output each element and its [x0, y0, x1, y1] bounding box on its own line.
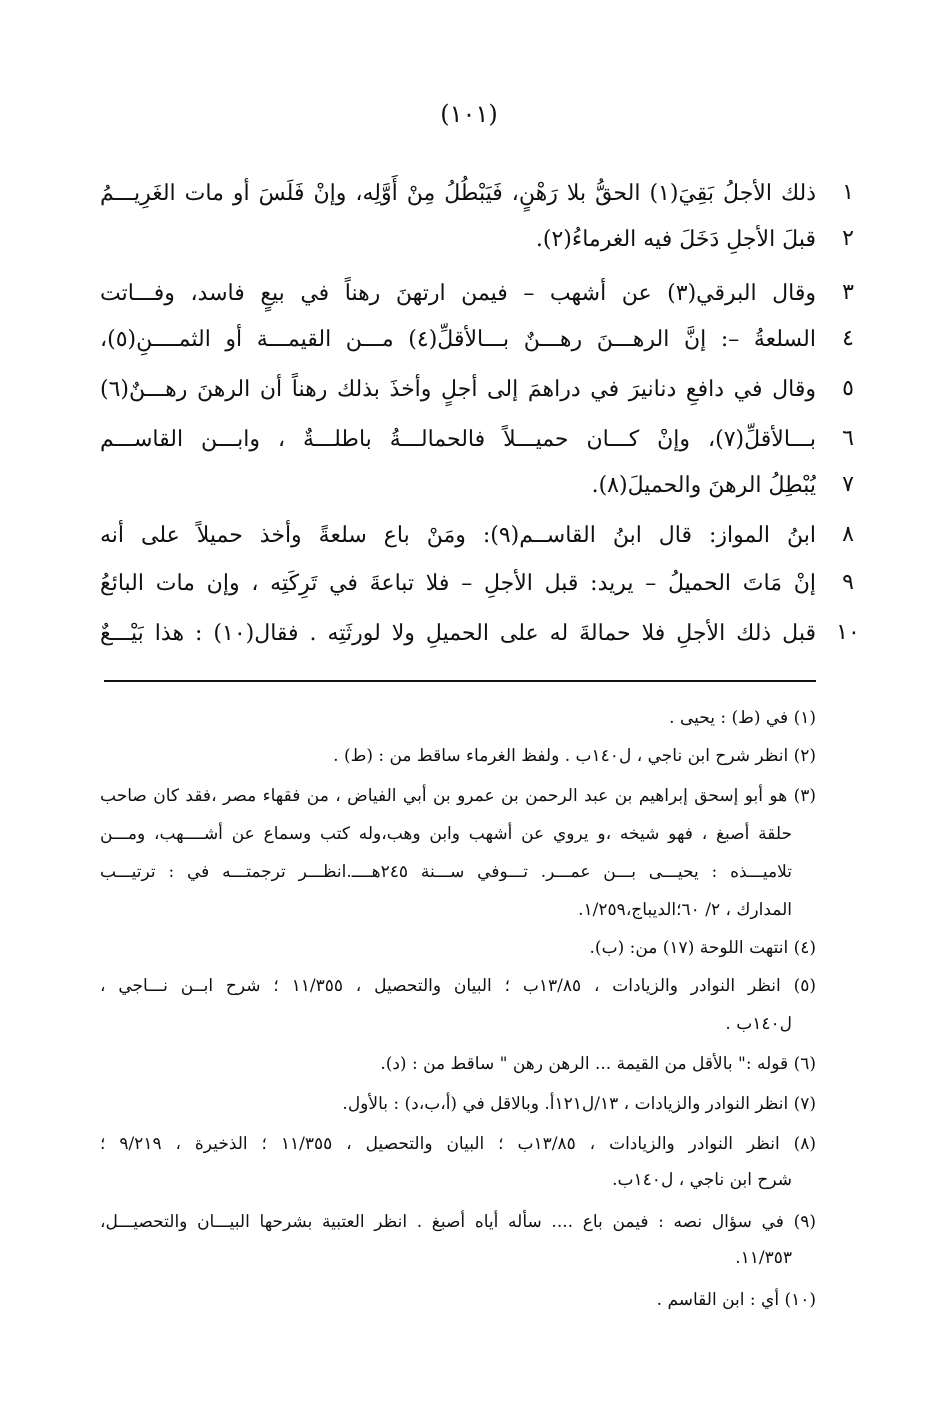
line-text: بـــالأقلِّ(٧)، وإنْ كـــان حميـــلاً فالحمالـــةُ باطلـــةٌ ، وابـــن القاســـم: [100, 427, 816, 452]
footnote: (١) في (ط) : يحيى .: [669, 708, 816, 728]
line-text: يُبْطِلُ الرهنَ والحميلَ(٨).: [591, 473, 816, 498]
footnote-continuation: المدارك ، ٢/ ٦٠؛الديباج،١/٢٥٩.: [578, 900, 792, 920]
text-line: [0, 270, 938, 316]
line-number: ٢: [842, 226, 854, 251]
text-line: [0, 216, 938, 262]
line-number: ٧: [842, 472, 854, 497]
footnote: (١٠) أي : ابن القاسم .: [656, 1290, 816, 1310]
text-line: [0, 316, 938, 362]
footnote: (٣) هو أبو إسحق إبراهيم بن عبد الرحمن بن عمرو بن أبي الفياض ، من فقهاء مصر ،فقد كان صاحب: [100, 786, 816, 806]
footnote: (٦) قوله :" بالأقل من القيمة ... الرهن رهن " ساقط من : (د).: [380, 1054, 816, 1074]
text-line: [0, 610, 938, 656]
text-line: [0, 366, 938, 412]
line-text: إنْ مَاتَ الحميلُ – يريد: قبل الأجلِ – فلا تباعةَ في تَرِكَتِه ، وإن مات البائعُ: [100, 571, 816, 596]
line-number: ٥: [842, 376, 854, 401]
line-text: ذلك الأجلُ بَقِيَ(١) الحقُّ بلا رَهْنٍ، فَيَبْطُلُ مِنْ أَوَّلِه، وإنْ فَلَسَ أو مات الغَرِيـــمُ: [100, 181, 816, 206]
footnote-continuation: ل١٤٠ب .: [725, 1014, 792, 1034]
line-number: ٩: [842, 570, 854, 595]
footnote-divider: [104, 680, 816, 682]
text-line: [0, 512, 938, 558]
footnote-continuation: شرح ابن ناجي ، ل١٤٠ب.: [612, 1170, 792, 1190]
line-number: ٤: [842, 326, 854, 351]
line-number: ١: [842, 180, 854, 205]
footnote-continuation: تلاميـــذه : يحيـــى بـــن عمـــر. تـــوفي ســـنة ٢٤٥هــــ.انظـــر ترجمتـــه في : ترتيـــب: [100, 862, 792, 882]
text-line: [0, 170, 938, 216]
line-number: ٦: [842, 426, 854, 451]
line-text: وقال البرقي(٣) عن أشهب – فيمن ارتهنَ رهناً في بيعٍ فاسد، وفـــاتت: [100, 281, 816, 306]
line-number: ١٠: [836, 620, 860, 645]
line-number: ٨: [842, 522, 854, 547]
footnote: (٧) انظر النوادر والزيادات ، ١٣/ل١٢١أ. وبالاقل في (أ،ب،د) : بالأول.: [342, 1094, 816, 1114]
line-number: ٣: [842, 280, 854, 305]
page-number: (١٠١): [440, 100, 498, 128]
line-text: وقال في دافعِ دنانيرَ في دراهمَ إلى أجلٍ وأخذَ بذلك رهناً أن الرهنَ رهـــنٌ(٦): [100, 377, 816, 402]
text-line: [0, 462, 938, 508]
text-line: [0, 416, 938, 462]
footnote-continuation: حلقة أصبغ ، فهو شيخه ،و يروي عن أشهب وابن وهب،وله كتب وسماع عن أشــــهب، ومـــن: [100, 824, 792, 844]
footnote: (٢) انظر شرح ابن ناجي ، ل١٤٠ب . ولفظ الغرماء ساقط من : (ط) .: [333, 746, 816, 766]
footnote: (٨) انظر النوادر والزيادات ، ١٣/٨٥ب ؛ البيان والتحصيل ، ١١/٣٥٥ ؛ الذخيرة ، ٩/٢١٩ ؛: [100, 1134, 816, 1154]
footnote: (٩) في سؤال نصه : فيمن باع .... سأله أياه أصبغ . انظر العتبية بشرحها البيـــان والتحصيـــل،: [100, 1212, 816, 1232]
text-line: [0, 560, 938, 606]
line-text: ابنُ المواز: قال ابنُ القاســم(٩): ومَنْ باع سلعةً وأخذ حميلاً على أنه: [100, 523, 816, 548]
line-text: قبل ذلك الأجلِ فلا حمالةَ له على الحميلِ ولا لورثَتِه . فقال(١٠) : هذا بَيْـــعٌ: [100, 621, 816, 646]
footnote: (٤) انتهت اللوحة (١٧) من: (ب).: [589, 938, 816, 958]
line-text: قبلَ الأجلِ دَخَلَ فيه الغرماءُ(٢).: [535, 227, 816, 252]
footnote: (٥) انظر النوادر والزيادات ، ١٣/٨٥ب ؛ البيان والتحصيل ، ١١/٣٥٥ ؛ شرح ابــن نـــاجي ،: [100, 976, 816, 996]
line-text: السلعةُ –: إنَّ الرهـــنَ رهـــنٌ بـــالأقلِّ(٤) مـــن القيمـــة أو الثمــــنِ(٥)،: [100, 327, 816, 352]
footnote-continuation: ١١/٣٥٣.: [735, 1248, 792, 1268]
